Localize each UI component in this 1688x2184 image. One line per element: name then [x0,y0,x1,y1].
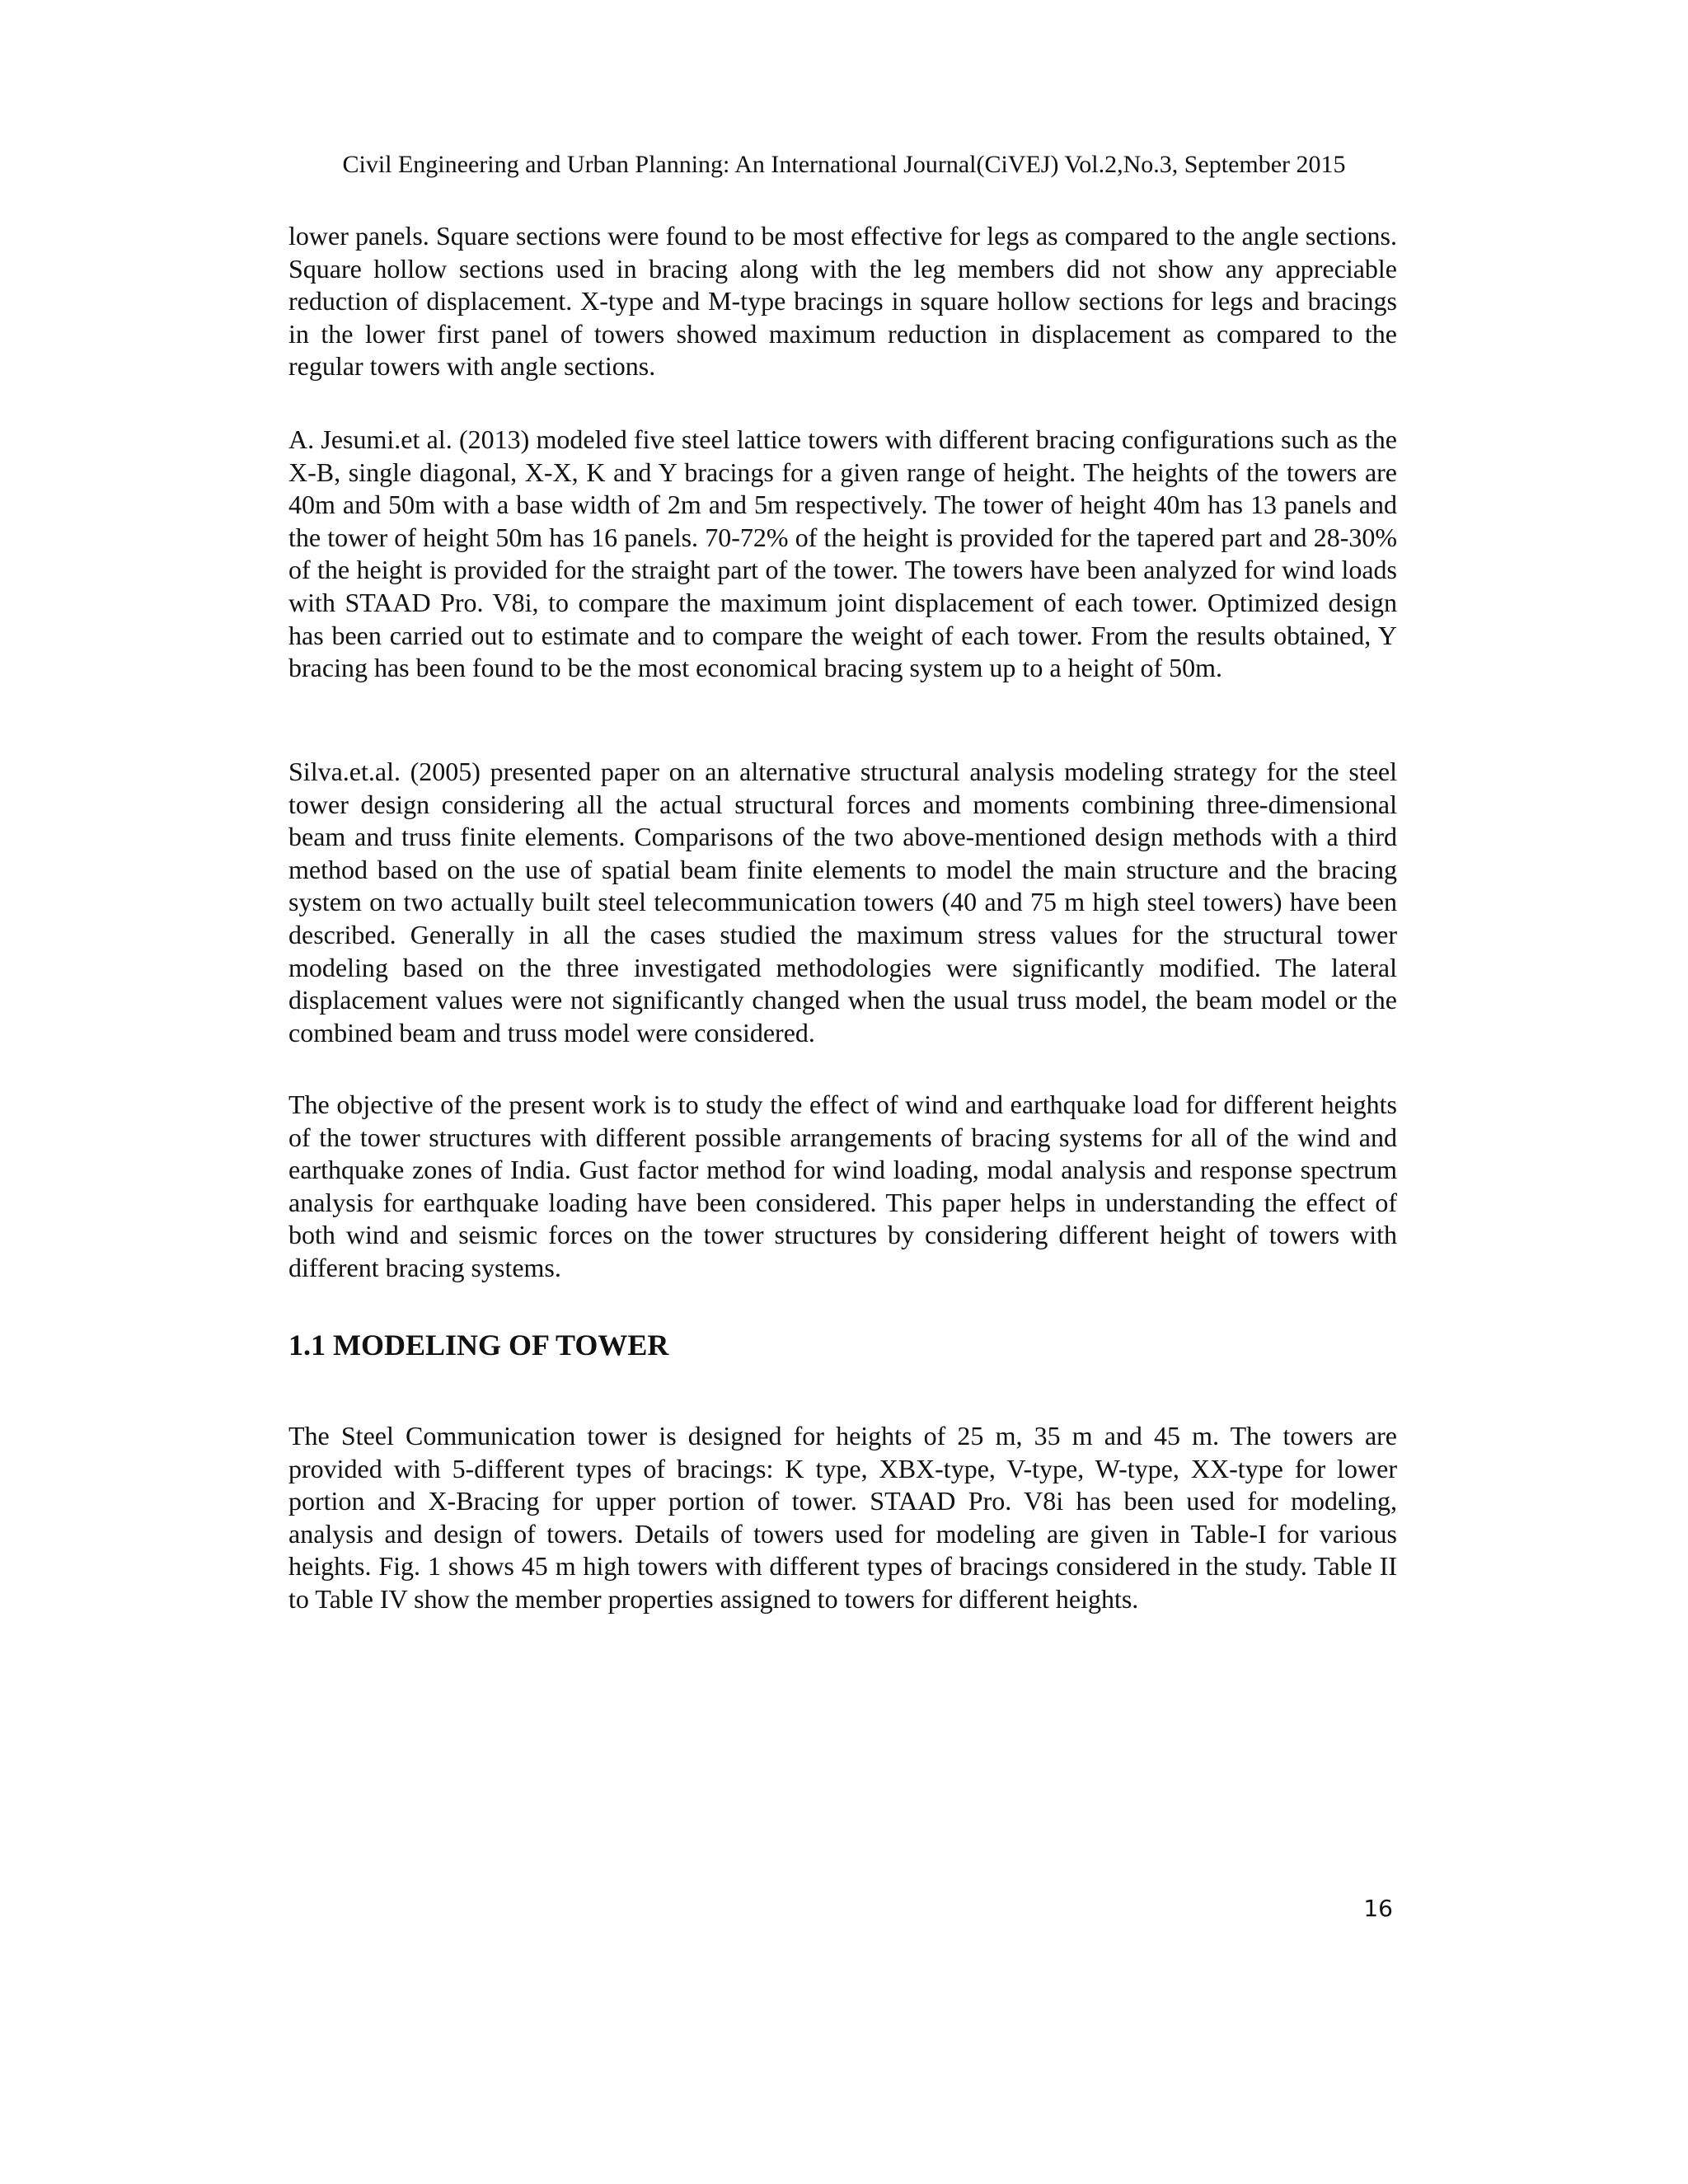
running-header: Civil Engineering and Urban Planning: An International Journal(CiVEJ) Vol.2,No.3, September 2015 [342,151,1346,178]
paragraph-objective: The objective of the present work is to study the effect of wind and earthquake load for different heights of the tower structures with different possible arrangements of bracing systems for all of the wind and earthquake zones of India. Gust factor method for wind loading, modal analysis and response spectrum analysis for earthquake loading have been considered. This paper helps in understanding the effect of both wind and seismic forces on the tower structures by considering different height of towers with different bracing systems. [288,1090,1397,1282]
paragraph-jesumi-2013: A. Jesumi.et al. (2013) modeled five steel lattice towers with different bracing configurations such as the X-B, single diagonal, X-X, K and Y bracings for a given range of height. The heights of the towers are 40m and 50m with a base width of 2m and 5m respectively. The tower of height 40m has 13 panels and the tower of height 50m has 16 panels. 70-72% of the height is provided for the tapered part and 28-30% of the height is provided for the straight part of the tower. The towers have been analyzed for wind loads with STAAD Pro. V8i, to compare the maximum joint displacement of each tower. Optimized design has been carried out to estimate and to compare the weight of each tower. From the results obtained, Y bracing has been found to be the most economical bracing system up to a height of 50m. [288,424,1397,683]
page-number: 16 [1363,1895,1393,1922]
paragraph-silva-2005: Silva.et.al. (2005) presented paper on an alternative structural analysis modeling strategy for the steel tower design considering all the actual structural forces and moments combining three-dimensional beam and truss finite elements. Comparisons of the two above-mentioned design methods with a third method based on the use of spatial beam finite elements to model the main structure and the bracing system on two actually built steel telecommunication towers (40 and 75 m high steel towers) have been described. Generally in all the cases studied the maximum stress values for the structural tower modeling based on the three investigated methodologies were significantly modified. The lateral displacement values were not significantly changed when the usual truss model, the beam model or the combined beam and truss model were considered. [288,757,1397,1047]
section-heading: 1.1 MODELING OF TOWER [288,1329,669,1361]
paragraph-modeling-of-tower: The Steel Communication tower is designed for heights of 25 m, 35 m and 45 m. The towers are provided with 5-different types of bracings: K type, XBX-type, V-type, W-type, XX-type for lower portion and X-Bracing for upper portion of tower. STAAD Pro. V8i has been used for modeling, analysis and design of towers. Details of towers used for modeling are given in Table-I for various heights. Fig. 1 shows 45 m high towers with different types of bracings considered in the study. Table II to Table IV show the member properties assigned to towers for different heights. [288,1421,1397,1614]
paragraph-lower-panels: lower panels. Square sections were found to be most effective for legs as compared to the angle sections. Square hollow sections used in bracing along with the leg members did not show any appreciable reduction of displacement. X-type and M-type bracings in square hollow sections for legs and bracings in the lower first panel of towers showed maximum reduction in displacement as compared to the regular towers with angle sections. [288,221,1397,382]
